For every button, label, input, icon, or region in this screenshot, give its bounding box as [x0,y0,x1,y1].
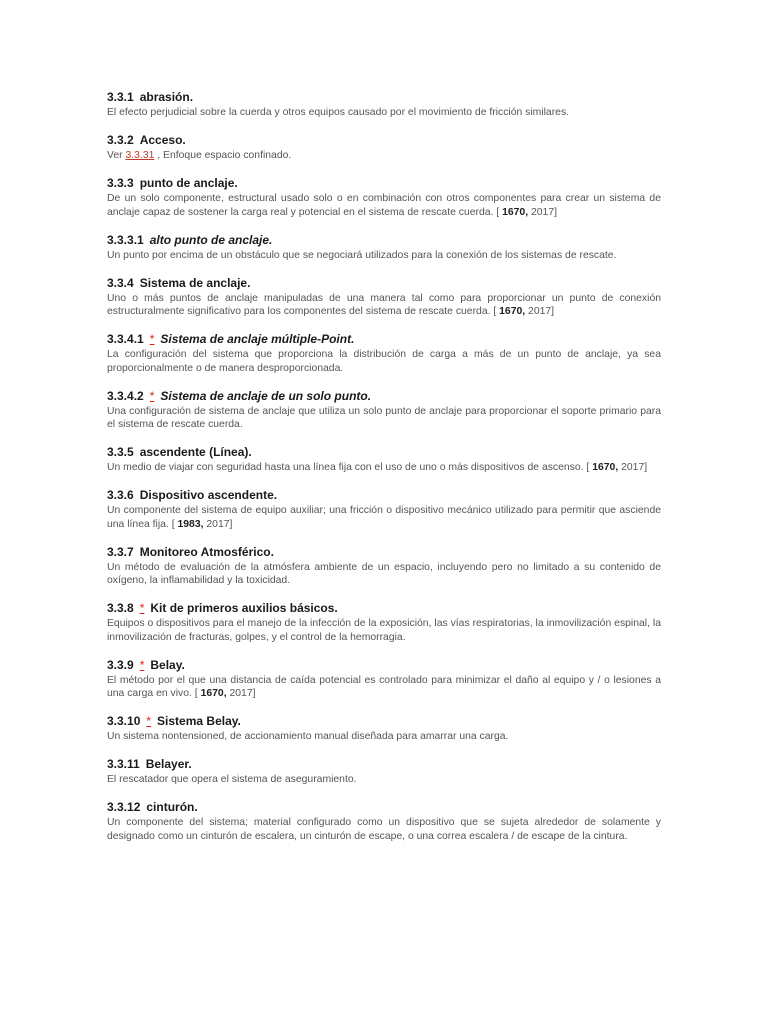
entry-heading [107,545,661,559]
definition-text: Un componente del sistema; material configurado como un dispositivo que se sujeta alrededor de solamente y designado como un cinturón de escalera, un cinturón de escape, o una correa escalera / de escape de la cintura. [107,817,661,842]
definition-text: El método por el que una distancia de caída potencial es controlado para minimizar el daño al equipo y / o lesiones a una carga en vivo. [ [107,674,661,699]
definition-text: Uno o más puntos de anclaje manipuladas de una manera tal como para proporcionar un punto de conexión estructuralmente significativo para los componentes del sistema de rescate cuerda. [ [107,292,661,317]
entry-definition [107,773,661,787]
definition-text: Equipos o dispositivos para el manejo de la infección de la exposición, las vías respiratorias, la inmovilización espinal, la inmovilización de fracturas, golpes, y el control de la hemorragia. [107,618,661,643]
definition-entry [107,445,661,475]
definition-entry [107,757,661,787]
definition-text: Un punto por encima de un obstáculo que se negociará utilizados para la conexión de los sistemas de rescate. [107,249,617,261]
reference-year: 2017] [528,206,557,218]
entry-term: Monitoreo Atmosférico. [139,544,274,559]
reference-year: 2017] [525,306,555,317]
definition-text: Un componente del sistema de equipo auxiliar; una fricción o dispositivo mecánico utilizado para permitir que asciende una línea fija. [ [107,505,661,530]
revision-asterisk-link[interactable]: * [139,601,145,615]
cross-reference-link[interactable]: 3.3.31 [125,150,155,161]
definition-entry [107,176,661,219]
entry-number: 3.3.11 [107,757,140,771]
entry-term: Belayer. [145,757,192,771]
revision-asterisk-link[interactable]: * [149,388,155,403]
entry-number: 3.3.3.1 [107,232,144,247]
entry-number: 3.3.6 [107,488,134,502]
entry-definition [107,405,661,432]
entry-term: abrasión. [139,90,194,104]
entry-heading [107,757,661,771]
entry-number: 3.3.2 [107,133,134,147]
entry-definition [107,348,661,375]
definition-entry [107,545,661,588]
definition-text: El rescatador que opera el sistema de aseguramiento. [107,774,357,785]
definition-text: El efecto perjudicial sobre la cuerda y otros equipos causado por el movimiento de fricción similares. [107,107,570,118]
entry-term: Belay. [150,657,185,672]
entry-definition [107,192,661,219]
definition-text: De un solo componente, estructural usado solo o en combinación con otros componentes para crear un sistema de anclaje capaz de sostener la carga real y potencial en el sistema de rescate cuerda. [ [107,193,661,218]
entry-term: Sistema de anclaje de un solo punto. [160,388,372,403]
definition-entry [107,133,661,163]
reference-year: 2017] [226,688,256,699]
entry-heading [107,800,661,814]
entry-term: punto de anclaje. [139,176,238,190]
entry-definition [107,674,661,701]
entry-number: 3.3.9 [107,657,134,672]
entry-definition [107,461,661,475]
definition-text: Un sistema nontensioned, de accionamiento manual diseñada para amarrar una carga. [107,731,509,742]
document-page [107,90,661,857]
entry-term: Sistema de anclaje. [139,275,251,290]
entry-number: 3.3.4.2 [107,388,144,403]
definition-text: Una configuración de sistema de anclaje que utiliza un solo punto de anclaje para proporcionar el soporte primario para el sistema de rescate cuerda. [107,405,661,430]
definition-entry [107,601,661,644]
entry-heading [107,133,661,147]
entry-definition [107,816,661,843]
entry-number: 3.3.4 [107,275,134,290]
definition-entry [107,389,661,432]
definition-entry [107,276,661,319]
definition-text: , Enfoque espacio confinado. [154,150,292,161]
entry-term: Sistema Belay. [157,714,241,728]
entry-heading [107,332,661,346]
definition-entry [107,233,661,263]
entry-heading [107,176,661,190]
revision-asterisk-link[interactable]: * [149,332,155,346]
entry-heading [107,276,661,290]
entry-definition [107,292,661,319]
standard-reference: 1670, [200,688,227,699]
definition-text: Ver [107,150,126,161]
entry-term: ascendente (Línea). [139,445,252,459]
definition-text: Un método de evaluación de la atmósfera ambiente de un espacio, incluyendo pero no limitado a su contenido de oxígeno, la inflamabilidad y la toxicidad. [107,561,661,586]
entry-term: cinturón. [146,800,198,814]
entry-term: alto punto de anclaje. [149,232,273,247]
entry-term: Kit de primeros auxilios básicos. [150,601,338,615]
entry-definition [107,730,661,744]
definition-entry [107,658,661,701]
standard-reference: 1983, [177,518,204,530]
entry-heading [107,445,661,459]
standard-reference: 1670, [502,206,529,218]
entry-heading [107,233,661,247]
entry-number: 3.3.8 [107,601,134,615]
entry-definition [107,504,661,531]
definition-entry [107,332,661,375]
reference-year: 2017] [203,518,233,530]
definition-text: La configuración del sistema que proporciona la distribución de carga a más de un punto de anclaje, ya sea proporcionalmente o de manera desproporcionada. [107,349,661,374]
revision-asterisk-link[interactable]: * [139,657,145,672]
entry-number: 3.3.4.1 [107,332,144,346]
definition-entry [107,488,661,531]
entry-definition [107,561,661,588]
entry-heading [107,601,661,615]
entry-number: 3.3.1 [107,90,134,104]
standard-reference: 1670, [592,462,619,473]
entry-number: 3.3.12 [107,800,141,814]
revision-asterisk-link[interactable]: * [146,714,152,728]
entry-number: 3.3.10 [107,714,141,728]
entry-number: 3.3.7 [107,544,134,559]
entry-number: 3.3.5 [107,445,134,459]
entry-term: Sistema de anclaje múltiple-Point. [160,332,355,346]
entry-heading [107,714,661,728]
entry-definition [107,249,661,263]
definition-entry [107,800,661,843]
entry-heading [107,488,661,502]
entry-heading [107,658,661,672]
entry-heading [107,389,661,403]
definition-entry [107,714,661,744]
definition-entry [107,90,661,120]
entry-term: Acceso. [139,133,186,147]
standard-reference: 1670, [499,306,526,317]
entry-definition [107,106,661,120]
entry-term: Dispositivo ascendente. [139,488,278,502]
entry-number: 3.3.3 [107,176,134,190]
definition-text: Un medio de viajar con seguridad hasta una línea fija con el uso de uno o más dispositivos de ascenso. [ [107,462,593,473]
entry-heading [107,90,661,104]
entry-definition [107,617,661,644]
entry-definition [107,149,661,163]
reference-year: 2017] [618,462,648,473]
